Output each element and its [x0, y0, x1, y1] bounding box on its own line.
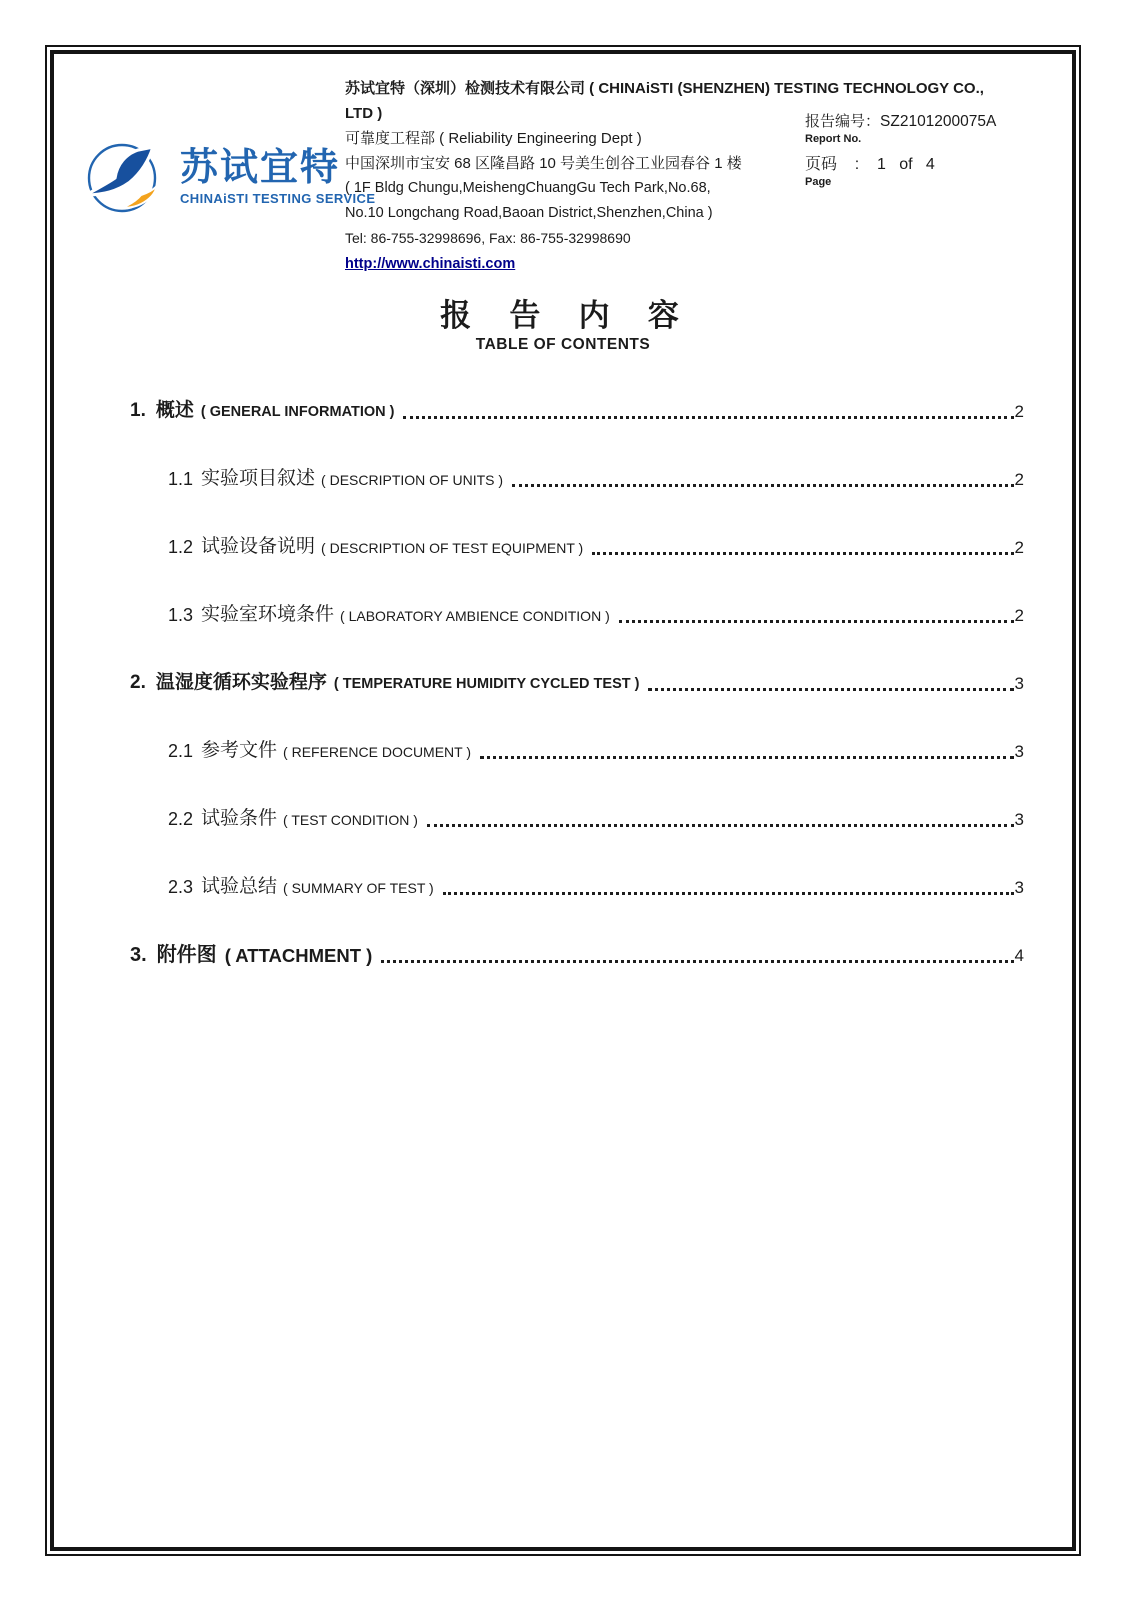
toc-entry-number: 2.1 [168, 741, 194, 761]
toc-entry-title-cn: 温湿度循环实验程序 [155, 672, 327, 693]
toc-entry [130, 669, 1024, 695]
department-line: 可靠度工程部 ( Reliability Engineering Dept ) [345, 130, 642, 147]
report-meta-block [805, 110, 996, 189]
toc-entry-title-cn: 试验设备说明 [201, 536, 316, 557]
toc-entry-title-cn: 概述 [155, 400, 194, 421]
toc-entry-number: 3. [130, 944, 147, 966]
toc-dot-leader [480, 756, 1014, 759]
toc-entry-number: 1.2 [168, 537, 194, 557]
toc-dot-leader [443, 892, 1014, 895]
address-en-line2: No.10 Longchang Road,Baoan District,Shenzhen,China ) [345, 205, 713, 221]
toc-entry-page: 3 [1014, 674, 1024, 693]
toc-dot-leader [619, 620, 1014, 623]
toc-entry [130, 397, 1024, 423]
report-no-label-cn: 报告编号： [805, 113, 881, 130]
toc-entry [130, 805, 1024, 831]
company-name-line1: 苏试宜特（深圳）检测技术有限公司 ( CHINAiSTI (SHENZHEN) TESTING TECHNOLOGY CO., [345, 80, 984, 97]
toc-entry-title-en: ( LABORATORY AMBIENCE CONDITION ) [340, 608, 610, 624]
page-inner-border [50, 50, 1076, 1551]
chinaisti-logo-icon [84, 136, 176, 218]
toc-entry-title-en: ( TEST CONDITION ) [283, 812, 418, 828]
page-title-cn: 报 告 内 容 [440, 298, 686, 333]
toc-dot-leader [403, 416, 1013, 419]
logo-name-cn: 苏试宜特 [180, 147, 341, 189]
toc-entry-page: 2 [1014, 606, 1024, 625]
toc-entry-title-cn: 试验条件 [201, 808, 278, 829]
toc-dot-leader [427, 824, 1014, 827]
toc-entry [130, 533, 1024, 559]
page-outer-border [45, 45, 1081, 1556]
toc-entry [130, 941, 1024, 967]
toc-entry-title-en: ( GENERAL INFORMATION ) [200, 404, 395, 420]
page-number-line: 页码 : 1 of 4 [805, 156, 935, 173]
toc-entry-page: 3 [1014, 878, 1024, 897]
toc-entry [130, 873, 1024, 899]
address-cn: 中国深圳市宝安 68 区隆昌路 10 号美生创谷工业园春谷 1 楼 [345, 155, 742, 172]
toc-entry-title-cn: 实验项目叙述 [201, 468, 316, 489]
toc-dot-leader [648, 688, 1013, 691]
toc-entry-number: 1.3 [168, 605, 194, 625]
website-link[interactable]: http://www.chinaisti.com [345, 256, 516, 272]
toc-entry [130, 737, 1024, 763]
toc-entry-page: 4 [1014, 946, 1024, 965]
toc-entry-title-en: ( SUMMARY OF TEST ) [283, 880, 434, 896]
toc-entry-page: 3 [1014, 742, 1024, 761]
toc-entry [130, 601, 1024, 627]
page-label-en: Page [805, 176, 832, 188]
toc-entry-title-cn: 试验总结 [201, 876, 278, 897]
company-logo [84, 136, 375, 218]
toc-entry [130, 465, 1024, 491]
report-no-label-en: Report No. [805, 133, 862, 145]
toc-entry-page: 3 [1014, 810, 1024, 829]
toc-dot-leader [381, 960, 1013, 963]
toc-entry-title-en: ( DESCRIPTION OF UNITS ) [321, 472, 504, 488]
toc-entry-title-cn: 附件图 [156, 944, 217, 966]
toc-entry-title-cn: 实验室环境条件 [201, 604, 335, 625]
toc-entry-title-en: ( DESCRIPTION OF TEST EQUIPMENT ) [321, 540, 584, 556]
tel-fax-line: Tel: 86-755-32998696, Fax: 86-755-32998690 [345, 230, 631, 246]
toc-entry-page: 2 [1014, 402, 1024, 421]
logo-name-en: CHINAiSTI TESTING SERVICE [180, 191, 376, 206]
toc-entry-title-en: ( ATTACHMENT ) [224, 945, 373, 966]
toc-entry-page: 2 [1014, 470, 1024, 489]
toc-entry-number: 1. [130, 400, 146, 421]
toc-entry-page: 2 [1014, 538, 1024, 557]
company-name-line2: LTD ) [345, 105, 383, 122]
toc-entry-number: 2. [130, 672, 146, 693]
toc-entry-title-cn: 参考文件 [201, 740, 278, 761]
toc-entry-number: 2.3 [168, 877, 194, 897]
page-title-en: TABLE OF CONTENTS [475, 336, 651, 353]
toc-dot-leader [512, 484, 1013, 487]
toc-entry-title-en: ( TEMPERATURE HUMIDITY CYCLED TEST ) [333, 676, 640, 692]
report-no-value: SZ2101200075A [880, 113, 997, 130]
toc-entry-number: 2.2 [168, 809, 194, 829]
table-of-contents [130, 397, 1024, 1009]
toc-entry-title-en: ( REFERENCE DOCUMENT ) [283, 744, 472, 760]
toc-entry-number: 1.1 [168, 469, 194, 489]
toc-dot-leader [592, 552, 1013, 555]
address-en-line1: ( 1F Bldg Chungu,MeishengChuangGu Tech Park,No.68, [345, 180, 711, 196]
